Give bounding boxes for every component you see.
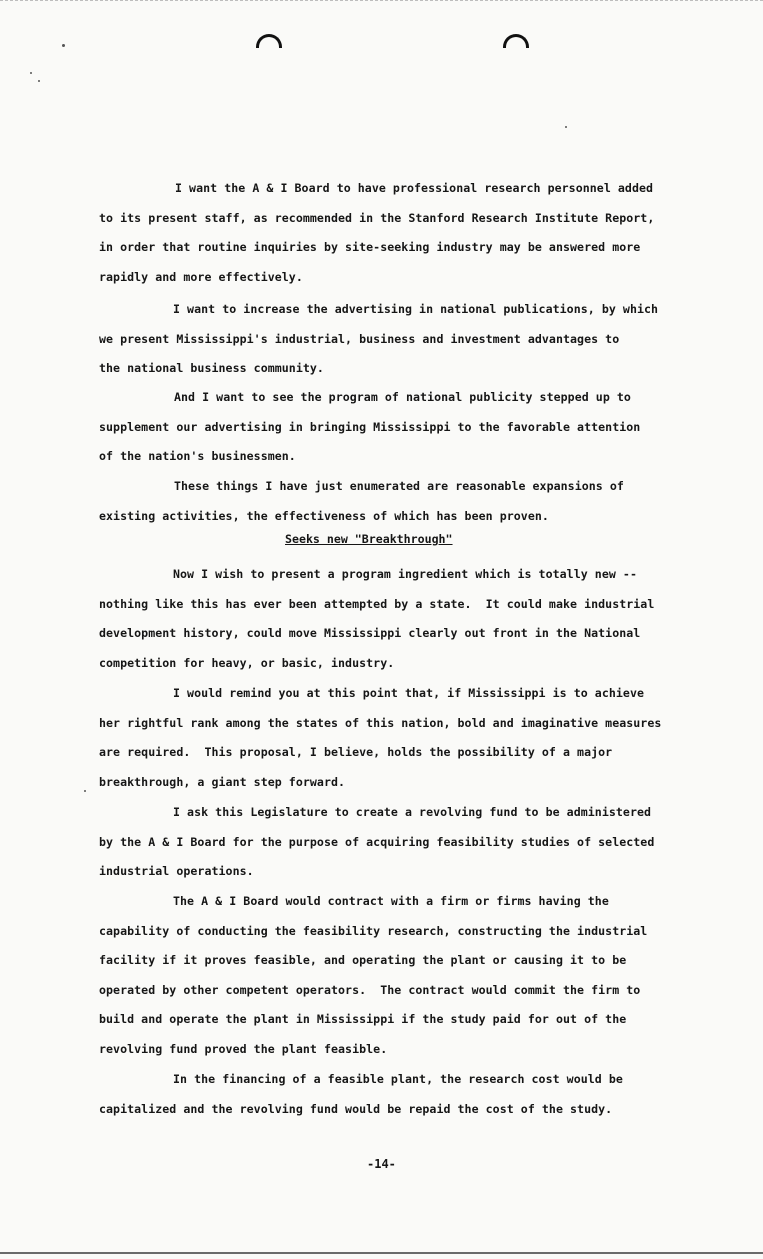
text-line: rapidly and more effectively.: [99, 269, 303, 284]
text-line: of the nation's businessmen.: [99, 449, 296, 463]
scan-speck: [84, 790, 86, 792]
text-line: are required. This proposal, I believe, holds the possibility of a major: [99, 745, 613, 759]
page-top-edge: [0, 0, 763, 3]
text-line: competition for heavy, or basic, industry.: [99, 655, 395, 670]
text-line: breakthrough, a giant step forward.: [99, 774, 346, 789]
text-line: In the financing of a feasible plant, the research cost would be: [173, 1072, 623, 1086]
text-line: her rightful rank among the states of this nation, bold and imaginative measures: [99, 715, 662, 730]
text-line: to its present staff, as recommended in the Stanford Research Institute Report,: [99, 210, 655, 225]
binder-hole-right: [503, 34, 529, 48]
text-line: industrial operations.: [99, 864, 254, 878]
page-number: -14-: [367, 1157, 396, 1171]
section-heading: Seeks new "Breakthrough": [285, 532, 453, 546]
text-line: These things I have just enumerated are reasonable expansions of: [174, 479, 624, 493]
text-line: existing activities, the effectiveness of which has been proven.: [99, 508, 549, 523]
text-line: I would remind you at this point that, if Mississippi is to achieve: [173, 686, 645, 700]
text-line: operated by other competent operators. The contract would commit the firm to: [99, 982, 641, 997]
scan-speck: [62, 44, 65, 47]
scan-speck: [30, 72, 32, 74]
text-line: in order that routine inquiries by site-seeking industry may be answered more: [99, 240, 641, 254]
text-line: facility if it proves feasible, and operating the plant or causing it to be: [99, 953, 627, 967]
text-line: Now I wish to present a program ingredient which is totally new --: [173, 567, 637, 581]
text-line: And I want to see the program of national publicity stepped up to: [174, 390, 631, 404]
text-line: capitalized and the revolving fund would be repaid the cost of the study.: [99, 1101, 613, 1116]
text-line: The A & I Board would contract with a firm or firms having the: [173, 894, 609, 908]
text-line: supplement our advertising in bringing Mississippi to the favorable attention: [99, 419, 641, 434]
binder-hole-left: [256, 34, 282, 48]
text-line: I ask this Legislature to create a revolving fund to be administered: [173, 805, 652, 819]
scan-speck: [38, 80, 40, 82]
page-bottom-edge: [0, 1252, 763, 1257]
text-line: we present Mississippi's industrial, business and investment advantages to: [99, 331, 620, 346]
scan-speck: [565, 126, 567, 128]
text-line: I want to increase the advertising in national publications, by which: [173, 302, 659, 316]
text-line: by the A & I Board for the purpose of acquiring feasibility studies of selected: [99, 834, 655, 849]
text-line: revolving fund proved the plant feasible.: [99, 1041, 388, 1056]
text-line: the national business community.: [99, 361, 324, 375]
text-line: capability of conducting the feasibility research, constructing the industrial: [99, 923, 648, 938]
text-line: build and operate the plant in Mississippi if the study paid for out of the: [99, 1012, 627, 1026]
text-line: I want the A & I Board to have professional research personnel added: [175, 181, 654, 195]
text-line: nothing like this has ever been attempted by a state. It could make industrial: [99, 596, 655, 611]
text-line: development history, could move Mississippi clearly out front in the National: [99, 626, 641, 640]
